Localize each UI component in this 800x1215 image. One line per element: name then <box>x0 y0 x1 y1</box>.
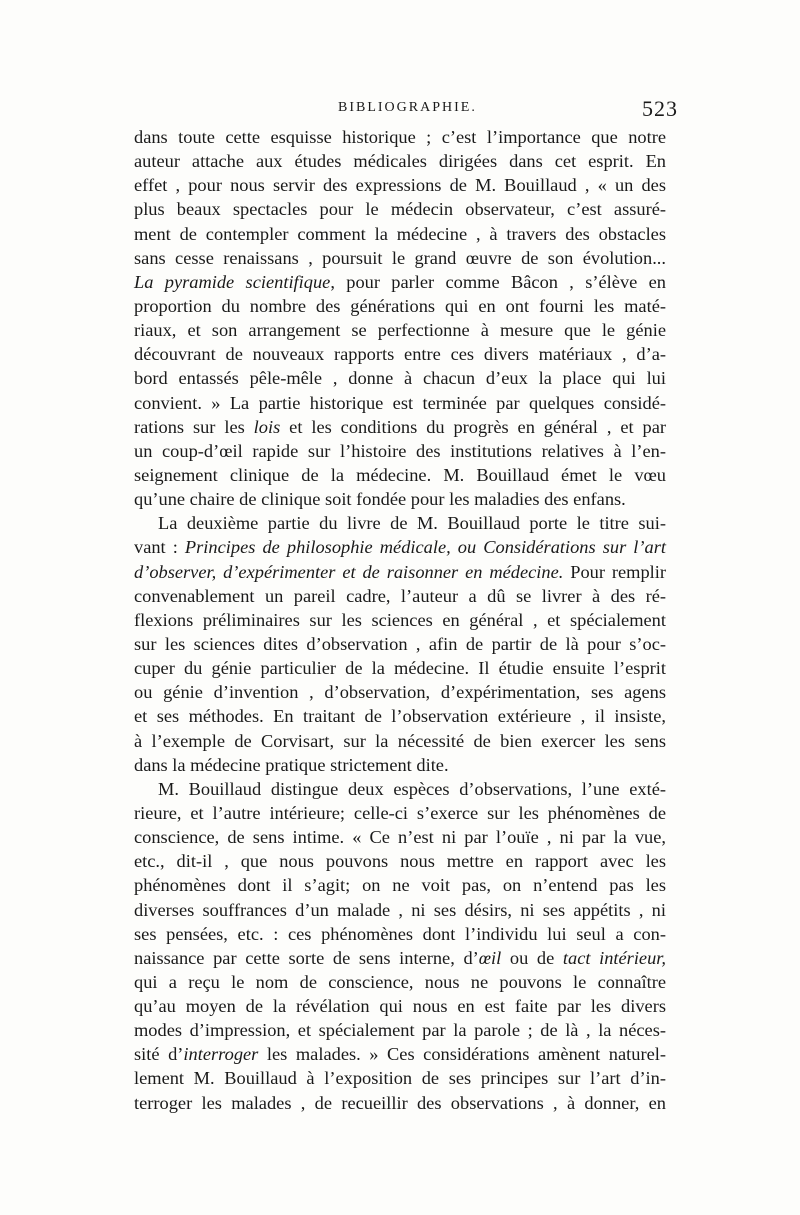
text-segment: effet , pour nous servir des expressions de M. Bouillaud , « un des <box>134 175 666 196</box>
text-segment: les malades. » Ces considérations amènent naturel- <box>258 1044 666 1065</box>
text-line <box>134 753 666 777</box>
text-segment: etc., dit-il , que nous pouvons nous mettre en rapport avec les <box>134 851 666 872</box>
text-segment: flexions préliminaires sur les sciences en général , et spécialement <box>134 609 666 630</box>
text-segment: convenablement un pareil cadre, l’auteur a dû se livrer à des ré- <box>134 585 666 606</box>
text-segment: La deuxième partie du livre de M. Bouillaud porte le titre sui- <box>158 513 666 534</box>
text-line <box>134 391 666 415</box>
text-line <box>134 318 666 342</box>
text-segment: riaux, et son arrangement se perfectionne à mesure que le génie <box>134 320 666 341</box>
text-line <box>134 873 666 897</box>
text-segment: ses pensées, etc. : ces phénomènes dont l’individu lui seul a con- <box>134 923 666 944</box>
text-line <box>134 366 666 390</box>
running-head: BIBLIOGRAPHIE. <box>338 100 477 115</box>
text-segment: sur les sciences dites d’observation , afin de partir de là pour s’oc- <box>134 633 666 654</box>
text-line <box>134 1042 666 1066</box>
text-line <box>134 535 666 559</box>
text-line <box>134 825 666 849</box>
text-segment: ou génie d’invention , d’observation, d’expérimentation, ses agens <box>134 682 666 703</box>
text-segment: dans la médecine pratique strictement dite. <box>134 754 449 775</box>
text-line <box>134 222 666 246</box>
text-line <box>134 560 666 584</box>
text-line <box>134 511 666 535</box>
italic-text: La pyramide scientifique <box>134 271 331 292</box>
text-segment: cuper du génie particulier de la médecine. Il étudie ensuite l’esprit <box>134 658 666 679</box>
text-line <box>134 1018 666 1042</box>
text-line <box>134 729 666 753</box>
text-segment: qu’au moyen de la révélation qui nous en est faite par les divers <box>134 996 666 1017</box>
italic-text: Principes de philosophie médicale, ou Considérations sur l’art <box>184 537 666 558</box>
text-segment: lement M. Bouillaud à l’exposition de ses principes sur l’art d’in- <box>134 1068 666 1089</box>
text-line <box>134 704 666 728</box>
text-line <box>134 439 666 463</box>
text-segment: rations sur les <box>134 416 254 437</box>
text-segment: dans toute cette esquisse historique ; c’est l’importance que notre <box>134 127 666 147</box>
text-segment: terroger les malades , de recueillir des observations , à donner, en <box>134 1092 666 1113</box>
body-text <box>134 125 666 1115</box>
text-segment: rieure, et l’autre intérieure; celle-ci s’exerce sur les phénomènes de <box>134 802 666 823</box>
text-segment: et ses méthodes. En traitant de l’observation extérieure , il insiste, <box>134 706 666 727</box>
text-segment: proportion du nombre des générations qui en ont fourni les maté- <box>134 295 666 316</box>
text-segment: diverses souffrances d’un malade , ni ses désirs, ni ses appétits , ni <box>134 899 666 920</box>
text-segment: phénomènes dont il s’agit; on ne voit pas, on n’entend pas les <box>134 875 666 896</box>
italic-text: d’observer, d’expérimenter et de raisonner en médecine. <box>134 561 564 582</box>
text-segment: convient. » La partie historique est terminée par quelques considé- <box>134 392 666 413</box>
text-line <box>134 994 666 1018</box>
text-segment: naissance par cette sorte de sens interne, d’ <box>134 947 479 968</box>
text-line <box>134 849 666 873</box>
text-line <box>134 584 666 608</box>
text-segment: ment de contempler comment la médecine , à travers des obstacles <box>134 223 666 244</box>
text-line <box>134 970 666 994</box>
text-line <box>134 922 666 946</box>
text-line <box>134 1091 666 1115</box>
text-segment: qui a reçu le nom de conscience, nous ne pouvons le connaître <box>134 971 666 992</box>
text-segment: Pour remplir <box>563 561 666 582</box>
text-segment: et les conditions du progrès en général , et par <box>280 416 666 437</box>
page-number: 523 <box>642 96 678 121</box>
text-segment: qu’une chaire de clinique soit fondée pour les maladies des enfans. <box>134 489 626 510</box>
italic-text: tact intérieur, <box>562 947 667 968</box>
text-segment: un coup-d’œil rapide sur l’histoire des institutions relatives à l’en- <box>134 440 666 461</box>
text-segment: ou de <box>501 947 563 968</box>
text-segment: bord entassés pêle-mêle , donne à chacun d’eux la place qui lui <box>134 368 666 389</box>
text-line <box>134 777 666 801</box>
text-segment: sité d’ <box>134 1044 184 1065</box>
text-line <box>134 946 666 970</box>
text-line <box>134 632 666 656</box>
text-line <box>134 656 666 680</box>
text-line <box>134 680 666 704</box>
text-segment: seignement clinique de la médecine. M. Bouillaud émet le vœu <box>134 464 666 485</box>
text-line <box>134 1066 666 1090</box>
text-segment: , pour parler comme Bâcon , s’élève en <box>330 271 666 292</box>
text-segment: sans cesse renaissans , poursuit le grand œuvre de son évolution... <box>134 247 666 268</box>
text-line <box>134 463 666 487</box>
text-line <box>134 294 666 318</box>
text-line <box>134 246 666 270</box>
text-line <box>134 487 666 511</box>
text-line <box>134 608 666 632</box>
italic-text: lois <box>253 416 281 437</box>
text-line <box>134 801 666 825</box>
text-segment: M. Bouillaud distingue deux espèces d’observations, l’une exté- <box>158 778 666 799</box>
page-header <box>138 96 678 126</box>
text-line <box>134 197 666 221</box>
text-line <box>134 270 666 294</box>
text-line <box>134 415 666 439</box>
text-line <box>134 173 666 197</box>
text-segment: à l’exemple de Corvisart, sur la nécessité de bien exercer les sens <box>134 730 666 751</box>
text-segment: modes d’impression, et spécialement par la parole ; de là , la néces- <box>134 1020 666 1041</box>
text-segment: vant : <box>134 537 185 558</box>
text-line <box>134 125 666 149</box>
text-segment: découvrant de nouveaux rapports entre ces divers matériaux , d’a- <box>134 344 666 365</box>
text-line <box>134 149 666 173</box>
text-segment: conscience, de sens intime. « Ce n’est ni par l’ouïe , ni par la vue, <box>134 827 666 848</box>
text-line <box>134 342 666 366</box>
text-segment: auteur attache aux études médicales dirigées dans cet esprit. En <box>134 151 666 172</box>
italic-text: œil <box>478 947 502 968</box>
italic-text: interroger <box>183 1044 259 1065</box>
text-segment: plus beaux spectacles pour le médecin observateur, c’est assuré- <box>134 199 666 220</box>
text-line <box>134 898 666 922</box>
